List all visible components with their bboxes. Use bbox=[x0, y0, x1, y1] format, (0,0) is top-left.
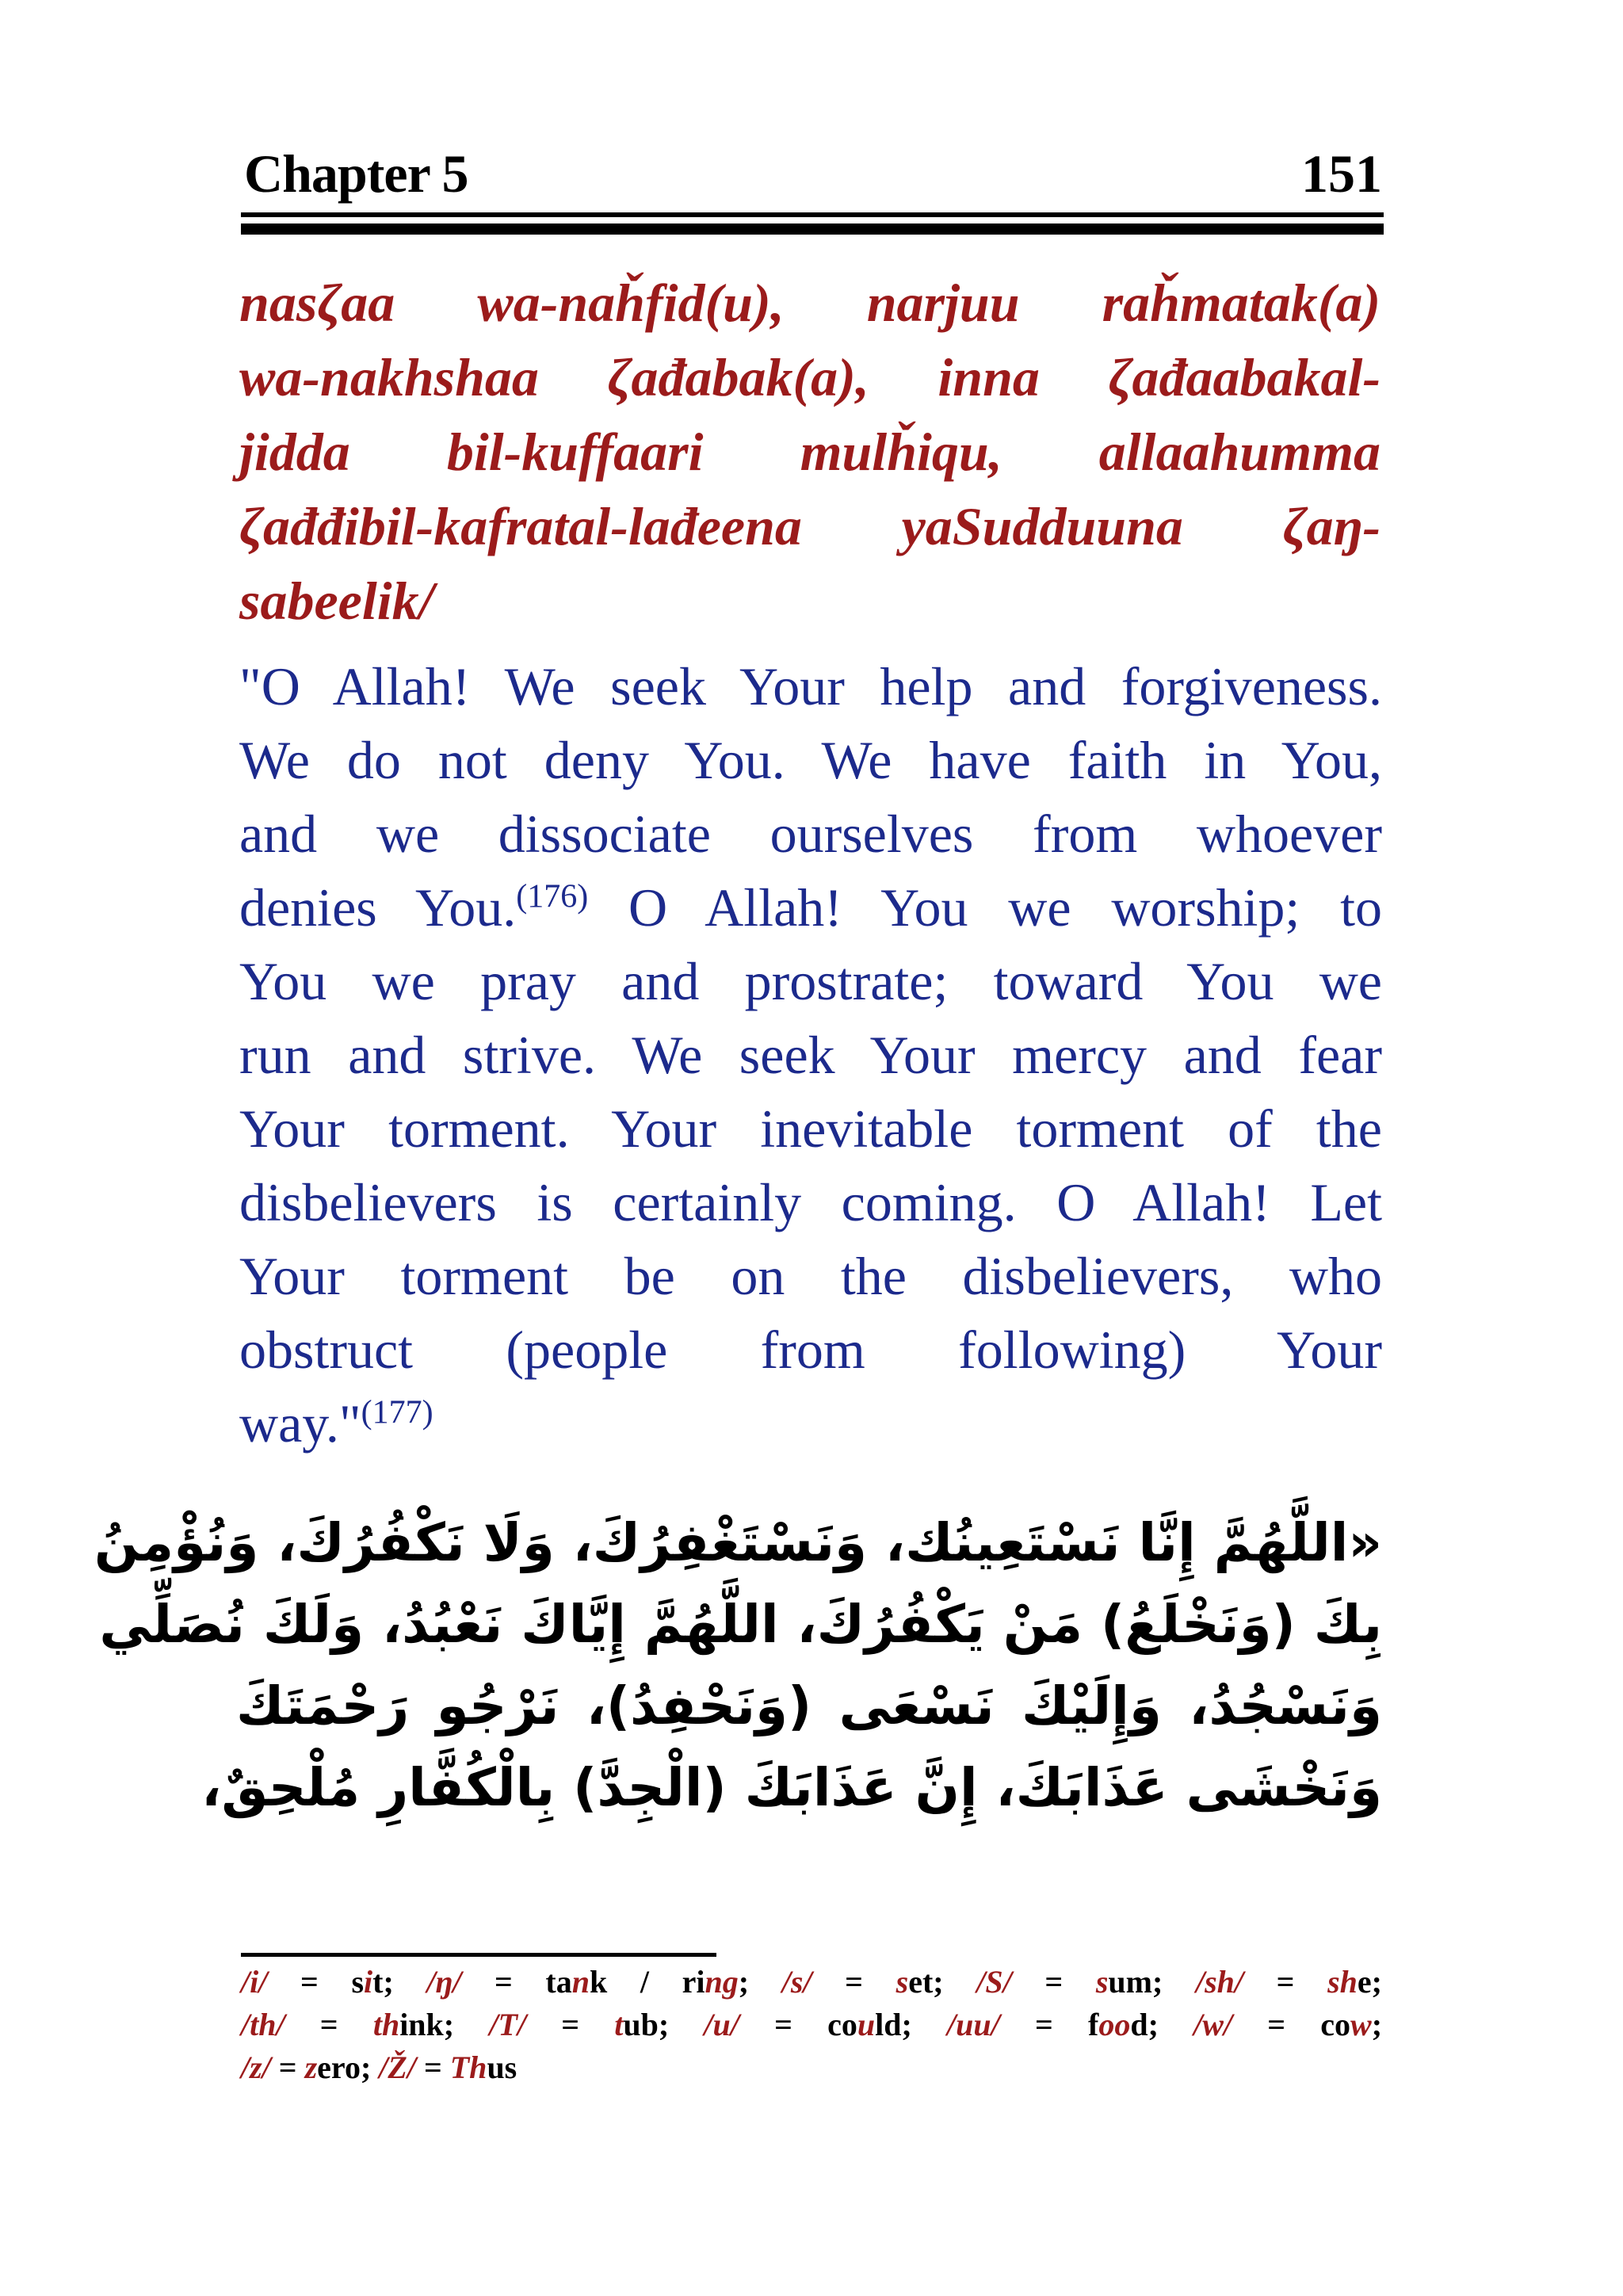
footnote-ref-176: (176) bbox=[516, 878, 589, 915]
translation-line: We do not deny You. We have faith in You, bbox=[239, 730, 1382, 790]
translation-line: "O Allah! We seek Your help and forgiveness. bbox=[239, 656, 1382, 716]
key-symbol: /z/ bbox=[241, 2050, 271, 2085]
key-symbol: /s/ bbox=[781, 1964, 812, 2000]
key-example-highlight: Th bbox=[449, 2050, 487, 2085]
key-symbol: /S/ bbox=[976, 1964, 1012, 2000]
pronunciation-key bbox=[241, 1961, 1382, 2089]
key-example-highlight: w bbox=[1350, 2007, 1372, 2042]
key-example-highlight: th bbox=[372, 2007, 400, 2042]
transliteration-line: ζađđibil-kafratal-lađeena yaSudduuna ζaŋ- bbox=[239, 496, 1381, 556]
key-example-highlight: t bbox=[614, 2007, 624, 2042]
transliteration-line: sabeelik/ bbox=[239, 571, 434, 631]
key-example-highlight: s bbox=[896, 1964, 909, 2000]
translation-line bbox=[239, 1387, 1382, 1461]
arabic-line: وَنَسْجُدُ، وَإِلَيْكَ نَسْعَى (وَنَحْفِدُ)، نَرْجُو رَحْمَتَكَ bbox=[236, 1675, 1382, 1736]
page-number: 151 bbox=[1301, 143, 1382, 204]
translation-line-text: way." bbox=[239, 1393, 361, 1454]
transliteration-block bbox=[239, 266, 1381, 638]
pronunciation-key-line: /i/ = sit; /ŋ/ = tank / ring; /s/ = set; /S/ = sum; /sh/ = she; bbox=[241, 1964, 1382, 2000]
running-header bbox=[244, 143, 1382, 214]
translation-line bbox=[239, 871, 1382, 945]
footnote-rule bbox=[241, 1953, 716, 1957]
transliteration-line: nasζaa wa-naȟfid(u), narjuu raȟmatak(a) bbox=[239, 273, 1381, 333]
translation-line-prefix: denies You. bbox=[239, 877, 517, 938]
translation-line: obstruct (people from following) Your bbox=[239, 1320, 1382, 1380]
pronunciation-key-line: /th/ = think; /T/ = tub; /u/ = could; /uu/ = food; /w/ = cow; bbox=[241, 2007, 1383, 2042]
translation-line-rest: O Allah! You we worship; to bbox=[628, 877, 1382, 938]
translation-line: Your torment be on the disbelievers, who bbox=[239, 1246, 1382, 1306]
key-example-highlight: s bbox=[1095, 1964, 1109, 2000]
translation-line: disbelievers is certainly coming. O Allah! Let bbox=[239, 1172, 1382, 1232]
key-example-highlight: u bbox=[857, 2007, 876, 2042]
key-symbol: /T/ bbox=[489, 2007, 527, 2042]
key-symbol: /u/ bbox=[704, 2007, 739, 2042]
key-symbol: /uu/ bbox=[947, 2007, 1000, 2042]
key-symbol: /sh/ bbox=[1195, 1964, 1243, 2000]
key-example-highlight: oo bbox=[1098, 2007, 1131, 2042]
key-symbol: /ŋ/ bbox=[426, 1964, 462, 2000]
transliteration-line: wa-nakhshaa ζađabak(a), inna ζađaabakal- bbox=[239, 347, 1381, 407]
key-symbol: /th/ bbox=[241, 2007, 285, 2042]
key-example-highlight: ng bbox=[705, 1964, 739, 2000]
footnote-ref-177: (177) bbox=[361, 1394, 433, 1431]
header-rule-thick bbox=[241, 223, 1384, 235]
key-example-highlight: sh bbox=[1327, 1964, 1358, 2000]
chapter-title: Chapter 5 bbox=[244, 143, 468, 204]
key-example-highlight: n bbox=[571, 1964, 590, 2000]
english-translation bbox=[239, 650, 1382, 1461]
key-example-highlight: i bbox=[364, 1964, 373, 2000]
key-symbol: /Ž/ bbox=[379, 2050, 416, 2085]
translation-line: run and strive. We seek Your mercy and fear bbox=[239, 1025, 1382, 1085]
arabic-line: وَنَخْشَى عَذَابَكَ، إِنَّ عَذَابَكَ (الْجِدَّ) بِالْكُفَّارِ مُلْحِقٌ، bbox=[201, 1757, 1382, 1818]
key-example-highlight: z bbox=[304, 2050, 318, 2085]
translation-line: Your torment. Your inevitable torment of the bbox=[239, 1098, 1382, 1159]
translation-line: and we dissociate ourselves from whoever bbox=[239, 804, 1382, 864]
arabic-line: بِكَ (وَنَخْلَعُ) مَنْ يَكْفُرُكَ، اللَّهُمَّ إِيَّاكَ نَعْبُدُ، وَلَكَ نُصَلِّي bbox=[99, 1594, 1382, 1655]
transliteration-line: jidda bil-kuffaari mulȟiqu, allaahumma bbox=[239, 422, 1381, 482]
pronunciation-key-line: /z/ = zero; /Ž/ = Thus bbox=[241, 2050, 517, 2085]
key-symbol: /w/ bbox=[1193, 2007, 1233, 2042]
header-rule-thin bbox=[241, 212, 1384, 217]
arabic-text-block bbox=[94, 1502, 1382, 1828]
translation-line: You we pray and prostrate; toward You we bbox=[239, 951, 1382, 1011]
key-symbol: /i/ bbox=[241, 1964, 268, 2000]
arabic-line: «اللَّهُمَّ إِنَّا نَسْتَعِينُك، وَنَسْتَغْفِرُكَ، وَلَا نَكْفُرُكَ، وَنُؤْمِنُ bbox=[94, 1512, 1382, 1573]
